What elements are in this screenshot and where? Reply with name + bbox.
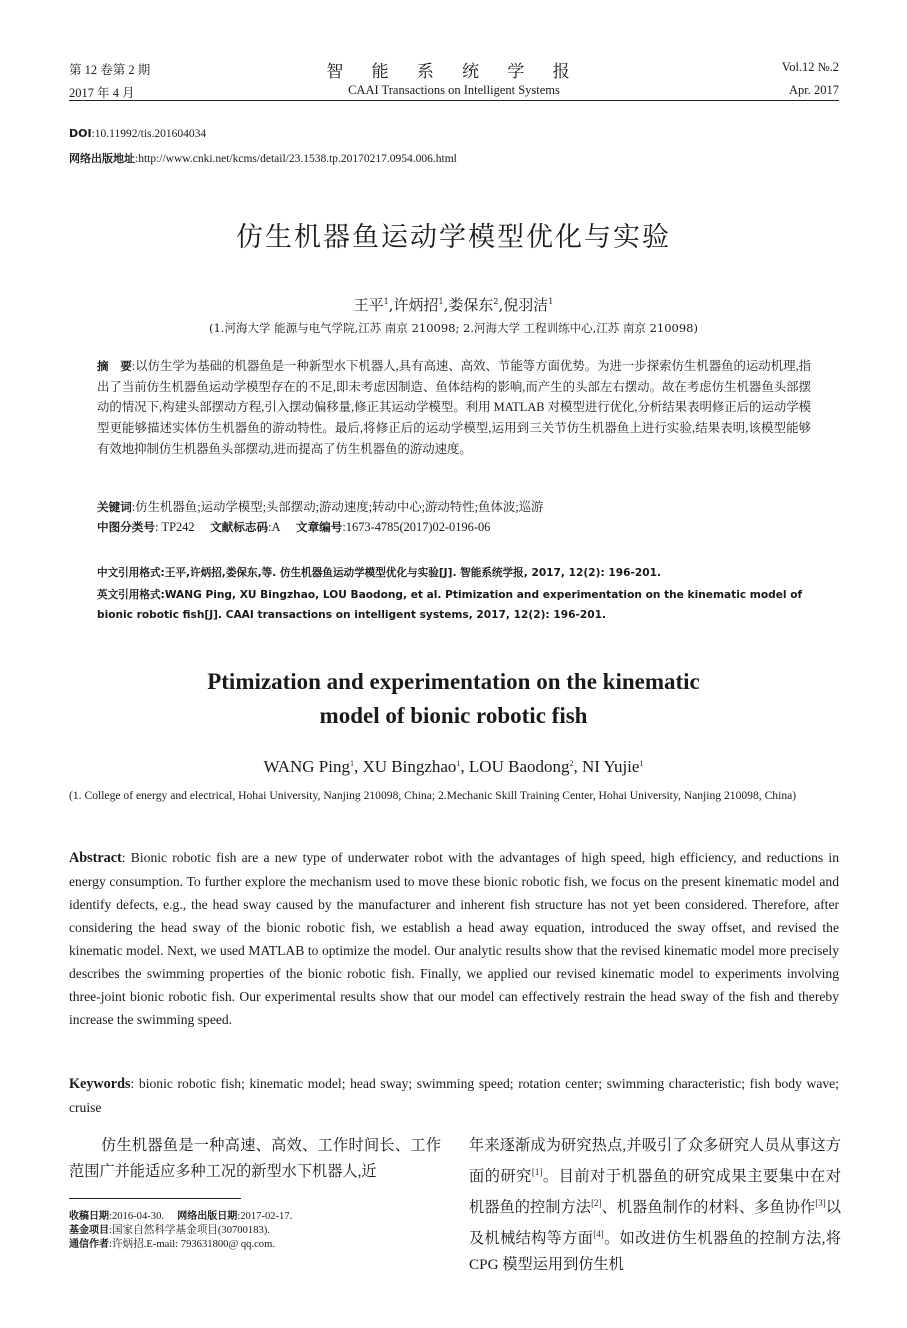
abstract-en-label: Abstract	[69, 850, 122, 866]
author-en: NI Yujie	[582, 757, 640, 776]
author-en: LOU Baodong	[468, 757, 570, 776]
author-cn: 许炳招	[393, 296, 439, 314]
affiliation-cn: (1.河海大学 能源与电气学院,江苏 南京 210098; 2.河海大学 工程训练中心,江苏 南京 210098)	[209, 321, 698, 335]
keywords-cn-text: :仿生机器鱼;运动学模型;头部摆动;游动速度;转动中心;游动特性;鱼体波;巡游	[131, 500, 544, 514]
body-column-right: 年来逐渐成为研究热点,并吸引了众多研究人员从事这方面的研究[1]。目前对于机器鱼的研究成果主要集中在对机器鱼的控制方法[2]、机器鱼制作的材料、多鱼协作[3]以及机械结构等方面[4]。如改进仿生机器鱼的控制方法,将 CPG 模型运用到仿生机	[469, 1137, 842, 1273]
online-url-line	[69, 150, 457, 166]
author-cn: 王平	[353, 296, 384, 314]
doc-code-label: 文献标志码	[210, 520, 269, 534]
citation-cn: 中文引用格式:王平,许炳招,娄保东,等. 仿生机器鱼运动学模型优化与实验[J]. 智能系统学报, 2017, 12(2): 196-201.	[97, 567, 662, 579]
abstract-cn-label: 摘 要	[97, 359, 132, 373]
volume-issue-en: Vol.12 №.2	[781, 60, 839, 74]
corresponding-author-value: :许炳招.E-mail: 793631800@ qq.com.	[109, 1239, 275, 1250]
reference-marker: [1]	[531, 1167, 543, 1177]
abstract-cn	[97, 356, 811, 460]
abstract-cn-text: :以仿生学为基础的机器鱼是一种新型水下机器人,具有高速、高效、节能等方面优势。为进一步探索仿生机器鱼的运动机理,指出了当前仿生机器鱼运动学模型存在的不足,即未考虑因制造、鱼体结构的影响,而产生的头部左右摆动。故在考虑仿生机器鱼头部摆动的情况下,构建头部摆动方程,引入摆动偏移量,修正其运动学模型。利用 MATLAB 对模型进行优化,分析结果表明修正后的运动学模型更能够描述实体仿生机器鱼的游动特性。最后,将修正后的运动学模型,运用到三关节仿生机器鱼上进行实验,结果表明,该模型能够有效地抑制仿生机器鱼头部摆动,进而提高了仿生机器鱼的游动速度。	[97, 359, 811, 456]
corresponding-author-label: 通信作者	[69, 1239, 109, 1250]
doi-value: :10.11992/tis.201604034	[91, 128, 207, 140]
abstract-en-text: : Bionic robotic fish are a new type of underwater robot with the advantages of high speed, high efficiency, and reductions in energy consumption. To further explore the mechanism used to move these bionic robotic fish, we focus on the present kinematic model and identify defects, e.g., the head sway caused by the manufacturer and inherent fish structure has not yet been considered. Therefore, after considering the head sway of the bionic robotic fish, we establish a head away equation, introduced the sway offset, and revised the kinematic model. Next, we used MATLAB to optimize the model. Our analytic results show that the revised kinematic model more precisely describes the swimming properties of the bionic robotic fish. Finally, we applied our revised kinematic model to experiments involving three-joint bionic robotic fish. Our experimental results show that our model can effectively restrain the head sway of the fish and thereby increase the swimming speed.	[69, 850, 839, 1027]
reference-marker: [4]	[593, 1229, 604, 1239]
title-en	[0, 665, 907, 733]
doi-line	[69, 127, 206, 140]
affiliation-en: (1. College of energy and electrical, Hohai University, Nanjing 210098, China; 2.Mechanic Skill Training Center, Hohai University, Nanjing 210098, China)	[69, 789, 797, 802]
date-cn: 2017 年 4 月	[69, 86, 135, 100]
keywords-en-text: : bionic robotic fish; kinematic model; head sway; swimming speed; rotation center; swimming characteristic; fish body wave; cruise	[69, 1076, 839, 1115]
keywords-en	[69, 1072, 839, 1119]
header-rule	[69, 100, 839, 101]
date-en: Apr. 2017	[789, 83, 839, 97]
classification-line	[97, 519, 490, 535]
received-label: 收稿日期	[69, 1211, 109, 1222]
reference-marker: [3]	[815, 1198, 826, 1208]
volume-issue-cn: 第 12 卷第 2 期	[69, 63, 151, 77]
doi-label: DOI	[69, 127, 92, 140]
journal-name-cn: 智 能 系 统 学 报	[326, 62, 582, 81]
citation-en-label: 英文引用格式:	[97, 589, 165, 601]
citation-en	[97, 585, 811, 625]
article-number-label: 文章编号	[295, 520, 343, 534]
fund-label: 基金项目	[69, 1225, 109, 1236]
authors-en: WANG Ping$^1$, XU Bingzhao$^1$, LOU Baodong$^2$, NI Yujie$^1$	[263, 757, 644, 776]
online-url-value: :http://www.cnki.net/kcms/detail/23.1538.tp.20170217.0954.006.html	[135, 153, 457, 165]
footnote	[69, 1210, 449, 1252]
journal-name-en: CAAI Transactions on Intelligent Systems	[348, 83, 560, 97]
title-en-line1: Ptimization and experimentation on the kinematic	[207, 669, 700, 694]
online-url-label: 网络出版地址	[69, 152, 135, 165]
author-cn: 娄保东	[448, 296, 494, 314]
footnote-rule	[69, 1198, 241, 1199]
reference-marker: [2]	[591, 1198, 602, 1208]
title-cn: 仿生机器鱼运动学模型优化与实验	[236, 222, 671, 253]
author-cn: 倪羽洁	[503, 296, 549, 314]
body-paragraph: 仿生机器鱼是一种高速、高效、工作时间长、工作范围广并能适应多种工况的新型水下机器人,近	[69, 1137, 441, 1180]
body-column-left	[69, 1133, 441, 1185]
online-date-value: :2017-02-17.	[237, 1211, 293, 1222]
keywords-cn-label: 关键词	[97, 500, 132, 514]
fund-value: :国家自然科学基金项目(30700183).	[109, 1225, 270, 1236]
keywords-en-label: Keywords	[69, 1076, 131, 1092]
received-value: :2016-04-30.	[109, 1211, 165, 1222]
article-number-value: :1673-4785(2017)02-0196-06	[342, 520, 491, 534]
abstract-en	[69, 846, 839, 1031]
keywords-cn	[97, 497, 543, 515]
authors-cn: 王平$^1$,许炳招$^1$,娄保东$^2$,倪羽洁$^1$	[353, 296, 554, 314]
doc-code-value: :A	[268, 520, 281, 534]
clc-label: 中图分类号	[97, 520, 155, 534]
author-en: WANG Ping	[263, 757, 350, 776]
title-en-line2: model of bionic robotic fish	[319, 703, 588, 728]
author-en: XU Bingzhao	[362, 757, 457, 776]
online-date-label: 网络出版日期	[177, 1211, 238, 1222]
clc-value: : TP242	[154, 520, 195, 534]
citation-en-text: WANG Ping, XU Bingzhao, LOU Baodong, et al. Ptimization and experimentation on the kinematic model of bionic robotic fish[J]. CAAI transactions on intelligent systems, 2017, 12(2): 196-201.	[97, 589, 803, 621]
